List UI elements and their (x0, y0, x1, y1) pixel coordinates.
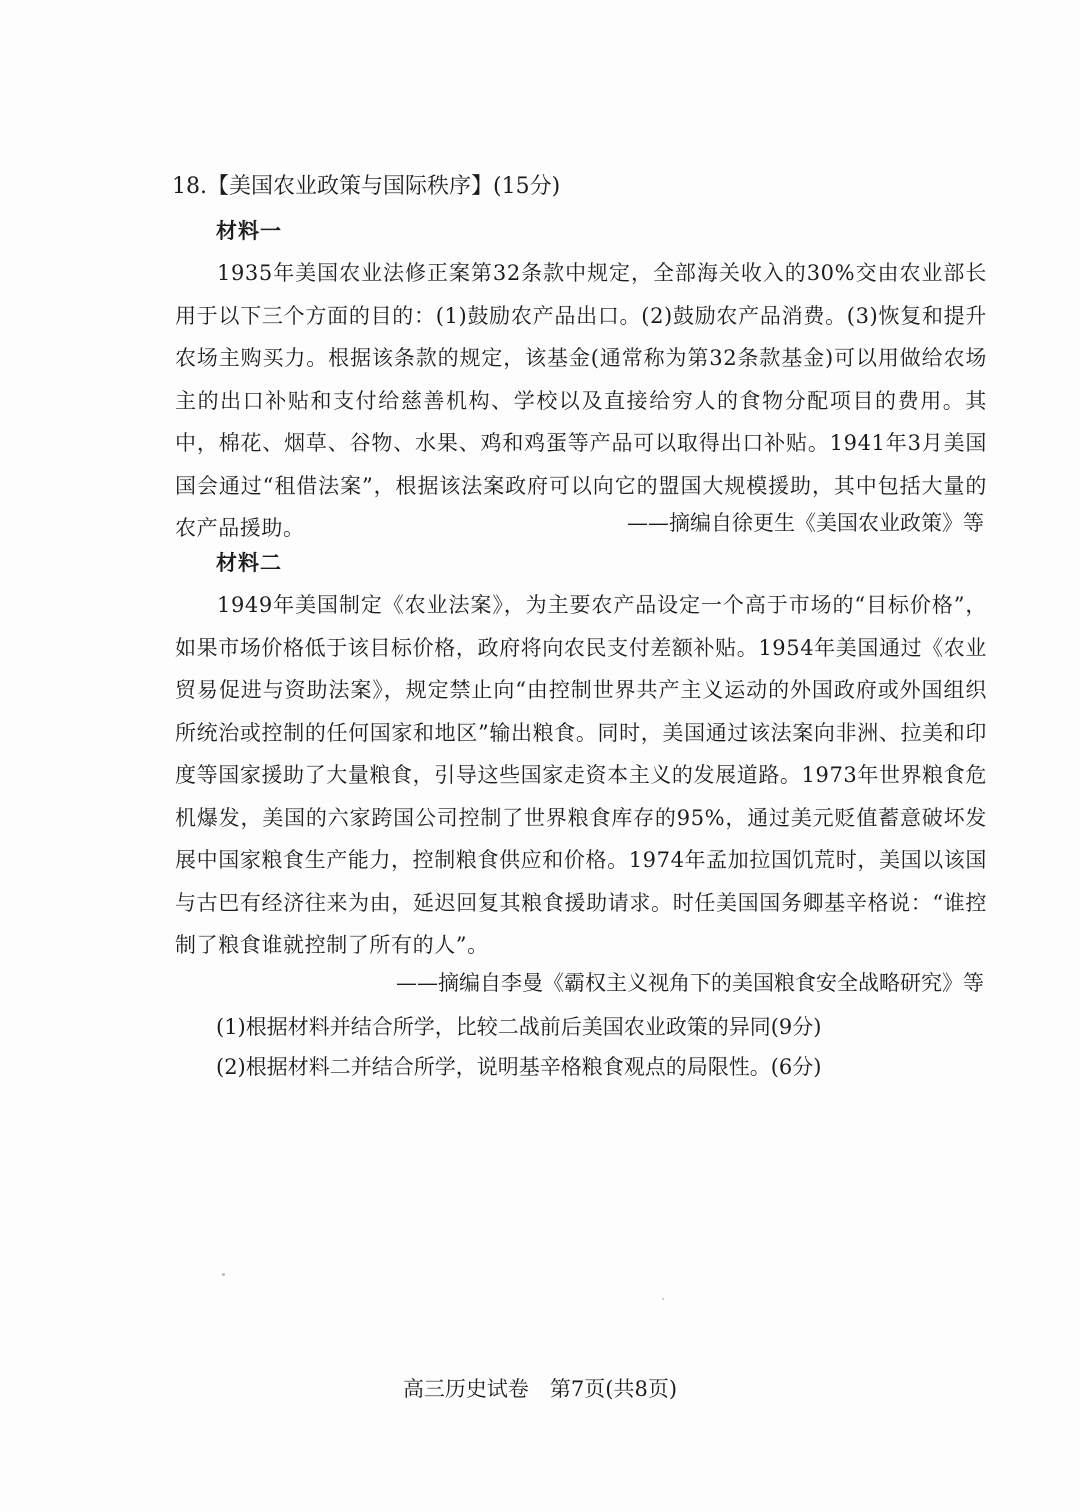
page-footer: 高三历史试卷 第7页(共8页) (402, 1377, 678, 1401)
sub-question-2: (2)根据材料二并结合所学，说明基辛格粮食观点的局限性。(6分) (216, 1055, 822, 1079)
material-two-heading: 材料二 (216, 550, 282, 575)
scan-speck (222, 1273, 225, 1276)
material-two-source: ——摘编自李曼《霸权主义视角下的美国粮食安全战略研究》等 (396, 971, 984, 995)
material-one-text: 1935年美国农业法修正案第32条款中规定，全部海关收入的30%交由农业部长用于以下三个方面的目的：(1)鼓励农产品出口。(2)鼓励农产品消费。(3)恢复和提升农场主购买力。根据该条款的规定，该基金(通常称为第32条款基金)可以用做给农场主的出口补贴和支付给慈善机构、学校以及直接给穷人的食物分配项目的费用。其中，棉花、烟草、谷物、水果、鸡和鸡蛋等产品可以取得出口补贴。1941年3月美国国会通过“租借法案”，根据该法案政府可以向它的盟国大规模援助，其中包括大量的农产品援助。 (175, 261, 987, 540)
material-one-heading: 材料一 (216, 218, 282, 243)
material-two-text: 1949年美国制定《农业法案》，为主要农产品设定一个高于市场的“目标价格”，如果市场价格低于该目标价格，政府将向农民支付差额补贴。1954年美国通过《农业贸易促进与资助法案》，规定禁止向“由控制世界共产主义运动的外国政府或外国组织所统治或控制的任何国家和地区”输出粮食。同时，美国通过该法案向非洲、拉美和印度等国家援助了大量粮食，引导这些国家走资本主义的发展道路。1973年世界粮食危机爆发，美国的六家跨国公司控制了世界粮食库存的95%，通过美元贬值蓄意破坏发展中国家粮食生产能力，控制粮食供应和价格。1974年孟加拉国饥荒时，美国以该国与古巴有经济往来为由，延迟回复其粮食援助请求。时任美国国务卿基辛格说：“谁控制了粮食谁就控制了所有的人”。 (175, 593, 987, 957)
material-one-source: ——摘编自徐更生《美国农业政策》等 (627, 511, 984, 535)
scan-speck (662, 1298, 664, 1300)
question-title: 18.【美国农业政策与国际秩序】(15分) (172, 174, 561, 199)
sub-question-1: (1)根据材料并结合所学，比较二战前后美国农业政策的异同(9分) (216, 1015, 822, 1039)
